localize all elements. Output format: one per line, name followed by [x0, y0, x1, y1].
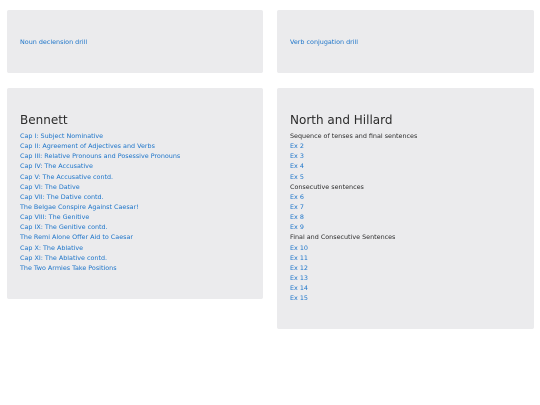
bennett-link[interactable]: Cap VII: The Dative contd.: [20, 192, 104, 201]
north-hillard-list-item: [290, 243, 417, 253]
north-hillard-link[interactable]: Ex 15: [290, 294, 308, 303]
bennett-list-item: [20, 212, 180, 222]
north-hillard-link[interactable]: Ex 5: [290, 172, 304, 181]
bennett-list-item: [20, 192, 180, 202]
north-hillard-list-item: [290, 283, 417, 293]
north-hillard-link[interactable]: Ex 2: [290, 142, 304, 151]
north-hillard-list-item: [290, 222, 417, 232]
north-hillard-link[interactable]: Ex 6: [290, 192, 304, 201]
north-hillard-list-item: [290, 293, 417, 303]
bennett-card: [7, 88, 263, 299]
north-hillard-list-item: [290, 253, 417, 263]
north-hillard-list-item: [290, 131, 417, 141]
north-hillard-link[interactable]: Ex 13: [290, 273, 308, 282]
north-hillard-title: North and Hillard: [290, 113, 393, 127]
noun-declension-drill-link[interactable]: Noun declension drill: [20, 38, 88, 46]
bennett-link[interactable]: Cap II: Agreement of Adjectives and Verbs: [20, 142, 155, 151]
bennett-list-item: [20, 182, 180, 192]
bennett-chapter-list: [20, 131, 180, 273]
north-hillard-link[interactable]: Ex 9: [290, 223, 304, 232]
bennett-link[interactable]: Cap I: Subject Nominative: [20, 132, 104, 140]
bennett-link[interactable]: Cap III: Relative Pronouns and Posessive Pronouns: [20, 152, 181, 161]
bennett-list-item: [20, 141, 180, 151]
north-hillard-list-item: [290, 172, 417, 182]
north-hillard-section-heading: Consecutive sentences: [290, 182, 364, 191]
north-hillard-link[interactable]: Ex 11: [290, 253, 308, 262]
north-hillard-list-item: [290, 161, 417, 171]
north-hillard-link[interactable]: Ex 7: [290, 202, 304, 211]
north-hillard-link[interactable]: Ex 4: [290, 162, 304, 171]
bennett-link[interactable]: Cap IX: The Genitive contd.: [20, 223, 108, 232]
north-hillard-list-item: [290, 192, 417, 202]
north-hillard-exercise-list: [290, 131, 417, 303]
bennett-list-item: [20, 222, 180, 232]
north-hillard-list-item: [290, 202, 417, 212]
bennett-link[interactable]: Cap X: The Ablative: [20, 243, 84, 252]
bennett-link[interactable]: Cap IV: The Accusative: [20, 162, 93, 171]
north-hillard-section-heading: Final and Consecutive Sentences: [290, 233, 396, 242]
bennett-link[interactable]: The Two Armies Take Positions: [20, 263, 117, 272]
bennett-list-item: [20, 172, 180, 182]
bennett-list-item: [20, 161, 180, 171]
bennett-list-item: [20, 131, 180, 141]
bennett-link[interactable]: Cap XI: The Ablative contd.: [20, 253, 108, 262]
north-hillard-link[interactable]: Ex 14: [290, 284, 308, 293]
bennett-list-item: [20, 202, 180, 212]
bennett-link[interactable]: The Belgae Conspire Against Caesar!: [20, 202, 139, 211]
north-hillard-list-item: [290, 141, 417, 151]
bennett-title: Bennett: [20, 113, 68, 127]
north-hillard-section-heading: Sequence of tenses and final sentences: [290, 132, 418, 140]
north-hillard-link[interactable]: Ex 10: [290, 243, 308, 252]
bennett-list-item: [20, 232, 180, 242]
bennett-list-item: [20, 243, 180, 253]
bennett-list-item: [20, 253, 180, 263]
verb-conjugation-drill-link[interactable]: Verb conjugation drill: [290, 38, 359, 46]
north-hillard-link[interactable]: Ex 12: [290, 263, 308, 272]
bennett-link[interactable]: Cap VIII: The Genitive: [20, 213, 90, 222]
north-hillard-list-item: [290, 232, 417, 242]
north-hillard-link[interactable]: Ex 8: [290, 213, 304, 222]
bennett-link[interactable]: The Remi Alone Offer Aid to Caesar: [20, 233, 133, 242]
north-hillard-card: [277, 88, 534, 329]
noun-drill-card: [7, 10, 263, 73]
north-hillard-link[interactable]: Ex 3: [290, 152, 304, 161]
north-hillard-list-item: [290, 182, 417, 192]
bennett-list-item: [20, 263, 180, 273]
verb-drill-card: [277, 10, 534, 73]
north-hillard-list-item: [290, 151, 417, 161]
north-hillard-list-item: [290, 273, 417, 283]
bennett-link[interactable]: Cap V: The Accusative contd.: [20, 172, 114, 181]
bennett-list-item: [20, 151, 180, 161]
north-hillard-list-item: [290, 263, 417, 273]
north-hillard-list-item: [290, 212, 417, 222]
bennett-link[interactable]: Cap VI: The Dative: [20, 182, 80, 191]
